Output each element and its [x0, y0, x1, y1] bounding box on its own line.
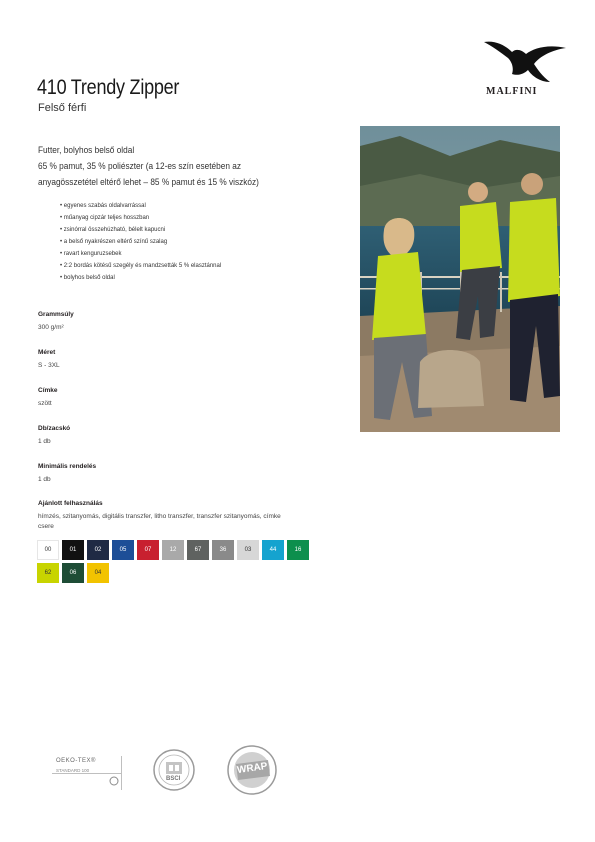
spec-weight [38, 310, 338, 332]
oeko-tex-badge [52, 756, 122, 790]
spec-value: S - 3XL [38, 362, 60, 369]
spec-label: Db/zacskó [38, 425, 71, 432]
product-title: 410 Trendy Zipper [37, 76, 180, 99]
product-description [38, 142, 332, 190]
feature-item: • a belső nyakrészen eltérő színű szalag [60, 239, 168, 245]
spec-value: hímzés, szitanyomás, digitális transzfer, litho transzfer, transzfer szitanyomás, címke csere [38, 513, 281, 530]
color-swatch[interactable] [112, 540, 134, 560]
spec-size [38, 348, 338, 370]
bsci-text: BSCI [166, 776, 181, 782]
spec-min-order [38, 462, 338, 484]
color-code: 05 [119, 547, 127, 553]
brand-name: MALFINI [486, 86, 538, 97]
color-code: 04 [94, 570, 102, 576]
spec-label: Méret [38, 349, 56, 356]
color-swatches [37, 540, 327, 583]
spec-label: Címke [38, 387, 58, 394]
product-photo [360, 126, 560, 432]
description-line: Futter, bolyhos belső oldal [38, 145, 135, 155]
color-code: 36 [219, 547, 227, 553]
feature-item: • bolyhos belső oldal [60, 275, 115, 281]
spec-usage [38, 499, 338, 532]
feature-list [60, 200, 360, 284]
color-code: 06 [69, 570, 77, 576]
color-swatch[interactable] [87, 563, 109, 583]
feature-item: • műanyag cipzár teljes hosszban [60, 215, 150, 221]
spec-value: szött [38, 400, 52, 407]
oeko-tex-line2: STANDARD 100 [56, 768, 90, 773]
wrap-text: WRAP [236, 760, 269, 777]
color-code: 16 [294, 547, 302, 553]
color-swatch[interactable] [37, 540, 59, 560]
color-swatch[interactable] [37, 563, 59, 583]
spec-value: 300 g/m² [38, 324, 64, 331]
color-swatch[interactable] [162, 540, 184, 560]
feature-item: • ravart kenguruzsebek [60, 251, 122, 257]
color-code: 00 [44, 547, 52, 553]
spec-value: 1 db [38, 438, 51, 445]
color-swatch[interactable] [62, 540, 84, 560]
spec-label: Grammsúly [38, 311, 74, 318]
color-code: 44 [269, 547, 277, 553]
color-code: 03 [244, 547, 252, 553]
bsci-badge [152, 748, 196, 792]
color-code: 62 [44, 570, 52, 576]
description-line: anyagösszetétel eltérő lehet – 85 % pamut és 15 % viszkóz) [38, 177, 259, 187]
spec-pack [38, 424, 338, 446]
color-code: 12 [169, 547, 177, 553]
color-code: 02 [94, 547, 102, 553]
oeko-tex-line1: OEKO-TEX® [56, 758, 96, 764]
product-subtitle: Felső férfi [38, 102, 87, 114]
spec-value: 1 db [38, 476, 51, 483]
color-swatch[interactable] [237, 540, 259, 560]
feature-item: • zsinórral összehúzható, bélelt kapucni [60, 227, 166, 233]
spec-label: Minimális rendelés [38, 463, 97, 470]
color-swatch[interactable] [187, 540, 209, 560]
feature-item: • egyenes szabás oldalvarrással [60, 203, 146, 209]
spec-tag [38, 386, 338, 408]
color-code: 01 [69, 547, 77, 553]
description-line: 65 % pamut, 35 % poliészter (a 12-es szín esetében az [38, 161, 241, 171]
color-swatch[interactable] [87, 540, 109, 560]
color-swatch[interactable] [287, 540, 309, 560]
color-code: 67 [194, 547, 202, 553]
wrap-badge [226, 744, 278, 796]
color-code: 07 [144, 547, 152, 553]
spec-label: Ajánlott felhasználás [38, 500, 103, 507]
feature-item: • 2:2 bordás kötésű szegély és mandzsetták 5 % elasztánnal [60, 263, 222, 269]
color-swatch[interactable] [137, 540, 159, 560]
color-swatch[interactable] [262, 540, 284, 560]
color-swatch[interactable] [62, 563, 84, 583]
color-swatch[interactable] [212, 540, 234, 560]
